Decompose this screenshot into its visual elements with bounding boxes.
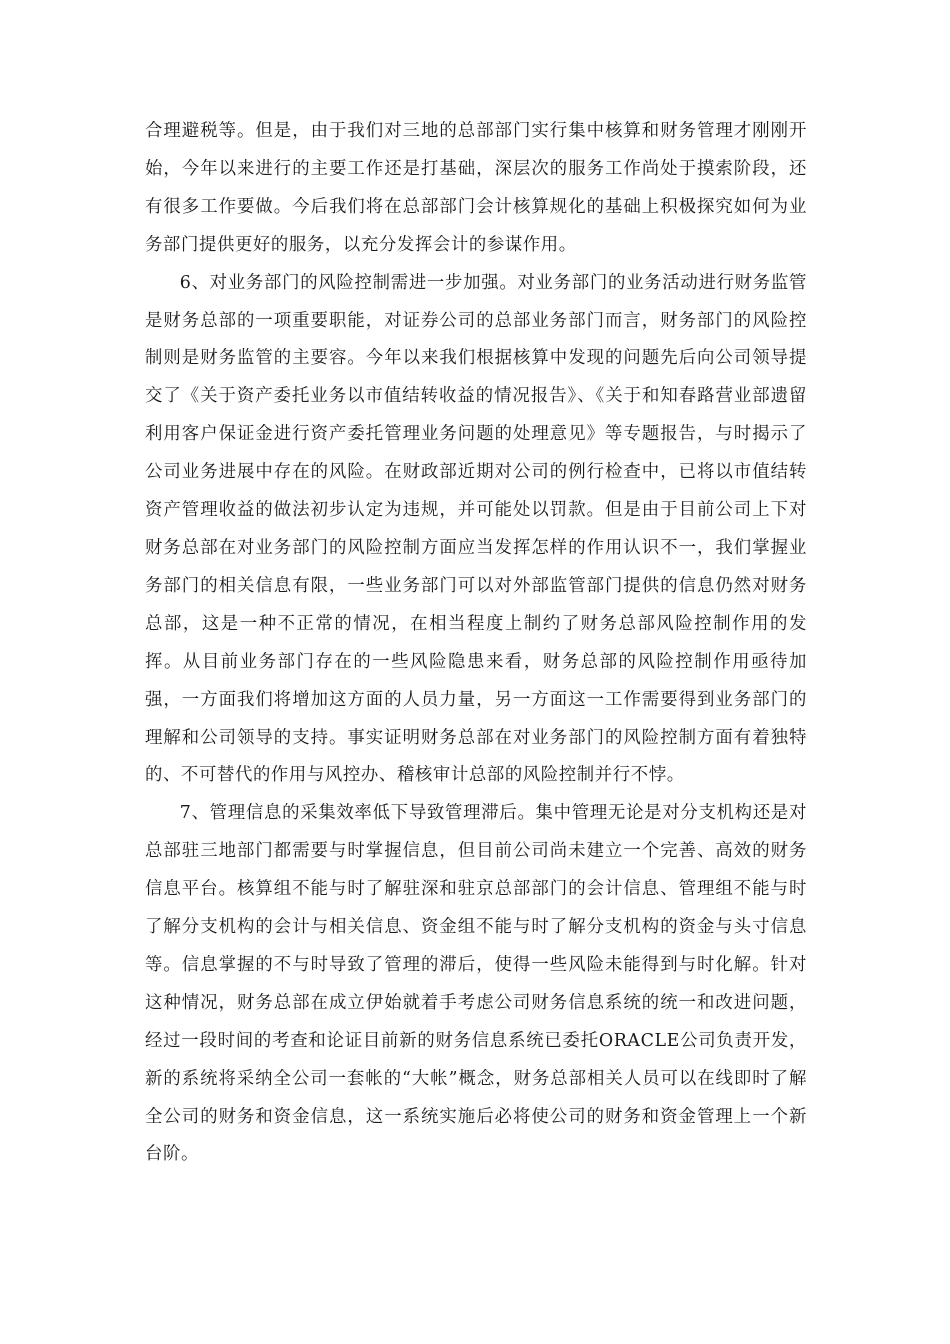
paragraph-risk-control: 6、对业务部门的风险控制需进一步加强。对业务部门的业务活动进行财务监管是财务总部的一项重要职能，对证券公司的总部业务部门而言，财务部门的风险控制则是财务监管的主要容。今年以来我们根据核算中发现的问题先后向公司领导提交了《关于资产委托业务以市值结转收益的情况报告》、《关于和知春路营业部遗留利用客户保证金进行资产委托管理业务问题的处理意见》等专题报告，与时揭示了公司业务进展中存在的风险。在财政部近期对公司的例行检查中，已将以市值结转资产管理收益的做法初步认定为违规，并可能处以罚款。但是由于目前公司上下对财务总部在对业务部门的风险控制方面应当发挥怎样的作用认识不一，我们掌握业务部门的相关信息有限，一些业务部门可以对外部监管部门提供的信息仍然对财务总部，这是一种不正常的情况，在相当程度上制约了财务总部风险控制作用的发挥。从目前业务部门存在的一些风险隐患来看，财务总部的风险控制作用亟待加强，一方面我们将增加这方面的人员力量，另一方面这一工作需要得到业务部门的理解和公司领导的支持。事实证明财务总部在对业务部门的风险控制方面有着独特的、不可替代的作用与风控办、稽核审计总部的风险控制并行不悖。 [145, 272, 807, 786]
document-body [145, 113, 807, 1174]
paragraph-management-info: 7、管理信息的采集效率低下导致管理滞后。集中管理无论是对分支机构还是对总部驻三地部门都需要与时掌握信息，但目前公司尚未建立一个完善、高效的财务信息平台。核算组不能与时了解驻深和驻京总部部门的会计信息、管理组不能与时了解分支机构的会计与相关信息、资金组不能与时了解分支机构的资金与头寸信息等。信息掌握的不与时导致了管理的滞后，使得一些风险未能得到与时化解。针对这种情况，财务总部在成立伊始就着手考虑公司财务信息系统的统一和改进问题，经过一段时间的考查和论证目前新的财务信息系统已委托ORACLE公司负责开发，新的系统将采纳全公司一套帐的“大帐”概念，财务总部相关人员可以在线即时了解全公司的财务和资金信息，这一系统实施后必将使公司的财务和资金管理上一个新台阶。 [145, 803, 807, 1165]
paragraph-tax-avoidance: 合理避税等。但是，由于我们对三地的总部部门实行集中核算和财务管理才刚刚开始，今年以来进行的主要工作还是打基础，深层次的服务工作尚处于摸索阶段，还有很多工作要做。今后我们将在总部部门会计核算规化的基础上积极探究如何为业务部门提供更好的服务，以充分发挥会计的参谋作用。 [145, 121, 807, 255]
